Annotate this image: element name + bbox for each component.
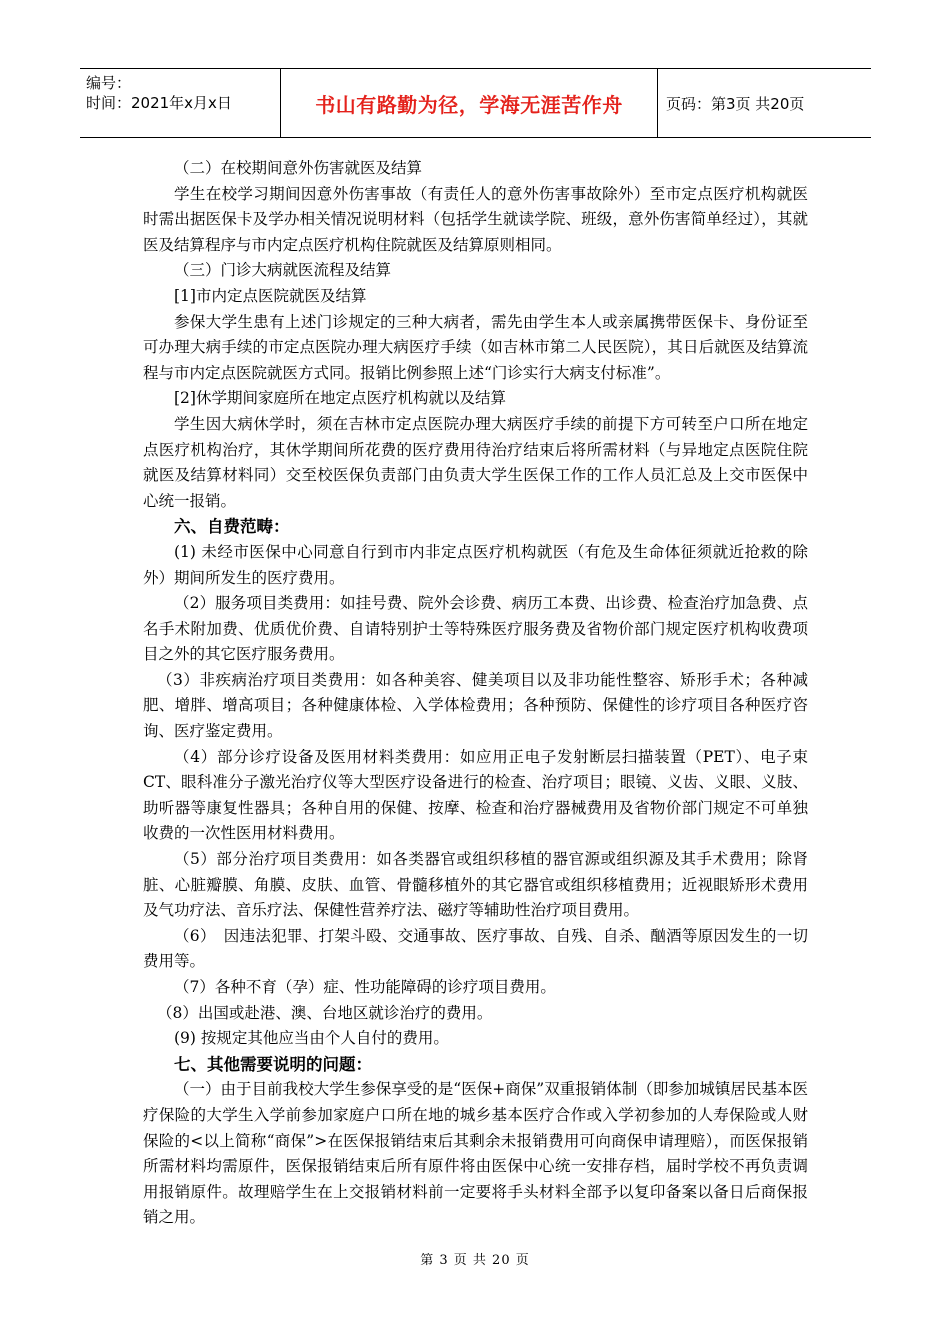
list-item: （7）各种不育（孕）症、性功能障碍的诊疗项目费用。 — [174, 978, 556, 996]
subheading: （三）门诊大病就医流程及结算 — [174, 261, 392, 280]
subheading: （二）在校期间意外伤害就医及结算 — [174, 159, 423, 177]
header-meta — [80, 69, 281, 137]
list-item: （4）部分诊疗设备及医用材料类费用：如应用正电子发射断层扫描装置（PET）、电子束CT、眼科准分子激光治疗仪等大型医疗设备进行的检查、治疗项目；眼镜、义齿、义眼、义肢、助听器等康复性器具；各种自用的保健、按摩、检查和治疗器械费用及省物价部门规定不可单独收费的一次性医用材料费用。 — [143, 747, 808, 843]
list-item: （3）非疾病治疗项目类费用：如各种美容、健美项目以及非功能性整容、矫形手术；各种减肥、增胖、增高项目；各种健康体检、入学体检费用；各种预防、保健性的诊疗项目各种医疗咨询、医疗鉴定费用。 — [143, 670, 808, 741]
paragraph: 参保大学生患有上述门诊规定的三种大病者，需先由学生本人或亲属携带医保卡、身份证至可办理大病手续的市定点医院办理大病医疗手续（如吉林市第二人民医院），其日后就医及结算流程与市内定点医院就医方式同。报销比例参照上述“门诊实行大病支付标准”。 — [143, 312, 808, 382]
document-body — [143, 156, 808, 1231]
section-heading: 七、其他需要说明的问题： — [174, 1054, 372, 1074]
paragraph: （一）由于目前我校大学生参保享受的是“医保+商保”双重报销体制（即参加城镇居民基本医疗保险的大学生入学前参加家庭户口所在地的城乡基本医疗合作或入学初参加的人寿保险或人财保险的<以上简称“商保”>在医保报销结束后其剩余未报销费用可向商保申请理赔），而医保报销所需材料均需原件，医保报销结束后所有原件将由医保中心统一安排存档，届时学校不再负责调用报销原件。故理赔学生在上交报销材料前一定要将手头材料全部予以复印备案以备日后商保报销之用。 — [143, 1080, 808, 1227]
list-item: (9) 按规定其他应当由个人自付的费用。 — [174, 1029, 449, 1048]
page-header — [80, 68, 871, 138]
list-item: （8）出国或赴港、澳、台地区就诊治疗的费用。 — [157, 1003, 493, 1022]
list-item: （2）服务项目类费用：如挂号费、院外会诊费、病历工本费、出诊费、检查治疗加急费、点名手术附加费、优质优价费、自请特别护士等特殊医疗服务费及省物价部门规定医疗机构收费项目之外的其它医疗服务费用。 — [143, 594, 808, 664]
list-item: （6） 因违法犯罪、打架斗殴、交通事故、医疗事故、自残、自杀、酗酒等原因发生的一切费用等。 — [143, 926, 808, 971]
document-number-label: 编号： — [86, 74, 132, 92]
list-item: （5）部分治疗项目类费用：如各类器官或组织移植的器官源或组织源及其手术费用；除肾脏、心脏瓣膜、角膜、皮肤、血管、骨髓移植外的其它器官或组织移植费用；近视眼矫形术费用及气功疗法、音乐疗法、保健性营养疗法、磁疗等辅助性治疗项目费用。 — [143, 850, 808, 920]
header-page-number: 页码：第3页 共20页 — [666, 94, 805, 113]
paragraph: 学生在校学习期间因意外伤害事故（有责任人的意外伤害事故除外）至市定点医疗机构就医时需出据医保卡及学办相关情况说明材料（包括学生就读学院、班级，意外伤害简单经过），其就医及结算程序与市内定点医疗机构住院就医及结算原则相同。 — [143, 184, 808, 254]
section-heading: 六、自费范畴： — [174, 517, 290, 537]
header-motto: 书山有路勤为径，学海无涯苦作舟 — [281, 69, 658, 137]
page-footer: 第 3 页 共 20 页 — [420, 1253, 530, 1268]
list-item: (1) 未经市医保中心同意自行到市内非定点医疗机构就医（有危及生命体征须就近抢救的除外）期间所发生的医疗费用。 — [143, 542, 808, 587]
subheading: [2]休学期间家庭所在地定点医疗机构就以及结算 — [174, 389, 506, 408]
document-time-label: 时间：2021年x月x日 — [86, 94, 232, 112]
subheading: [1]市内定点医院就医及结算 — [174, 286, 367, 305]
paragraph: 学生因大病休学时，须在吉林市定点医院办理大病医疗手续的前提下方可转至户口所在地定点医疗机构治疗，其休学期间所花费的医疗费用待治疗结束后将所需材料（与异地定点医院住院就医及结算材料同）交至校医保负责部门由负责大学生医保工作的工作人员汇总及上交市医保中心统一报销。 — [143, 414, 808, 510]
